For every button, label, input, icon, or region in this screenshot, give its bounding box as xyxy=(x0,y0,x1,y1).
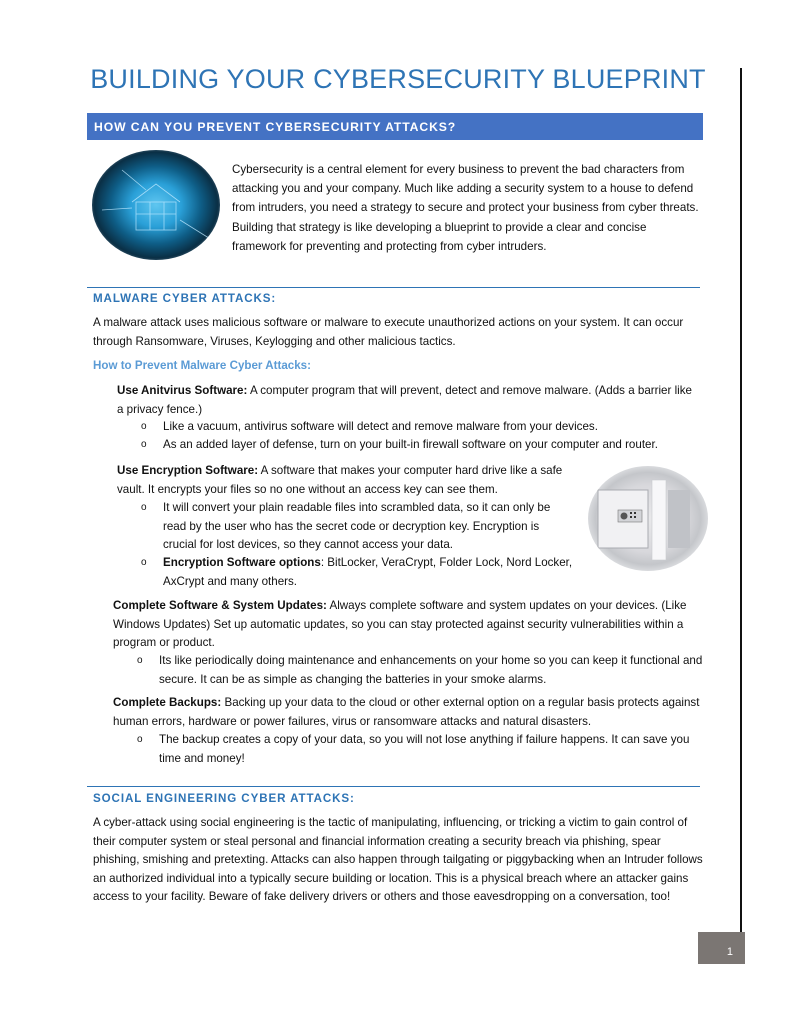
bullet-icon: o xyxy=(141,439,147,450)
updates-text: Always complete software and system updates on your devices. (Like Windows Updates) Set up automatic updates, so you can stay protected against security vulnerabilities within a program or product. xyxy=(113,599,687,649)
encryption-item xyxy=(117,462,577,499)
section-divider xyxy=(87,786,700,787)
safe-icon xyxy=(588,466,708,571)
section-divider xyxy=(87,287,700,288)
page-number: 1 xyxy=(698,932,745,964)
encryption-label: Use Encryption Software: xyxy=(117,464,259,477)
social-engineering-description: A cyber-attack using social engineering is the tactic of manipulating, influencing, or tricking a victim to gain control of their computer system or steal personal and financial information creating a security breach via phishing, spear phishing, smishing and pretexting. Attacks can also happen through tailgating or piggybacking when an Intruder follows an authorized individual into a typically secure building or location. This is a physical breach where an attacker gains access to your facility. Beware of fake delivery drivers or others and those eavesdropping on a conversation, too! xyxy=(93,816,703,903)
updates-item xyxy=(113,597,703,653)
document-title: BUILDING YOUR CYBERSECURITY BLUEPRINT xyxy=(90,64,706,94)
list-item: o The backup creates a copy of your data, so you will not lose anything if failure happens. It can save you time and money! xyxy=(137,733,690,765)
list-item: o Encryption Software options: BitLocker, VeraCrypt, Folder Lock, Nord Locker, AxCrypt and many others. xyxy=(141,556,573,588)
list-item: o Its like periodically doing maintenance and enhancements on your home so you can keep it functional and secure. It can be as simple as changing the batteries in your smoke alarms. xyxy=(137,654,703,686)
section-banner: HOW CAN YOU PREVENT CYBERSECURITY ATTACKS? xyxy=(87,113,703,140)
encryption-options-label: Encryption Software options xyxy=(163,556,321,569)
page-margin-line xyxy=(740,68,742,932)
malware-description: A malware attack uses malicious software or malware to execute unauthorized actions on your system. It can occur through Ransomware, Viruses, Keylogging and other malicious tactics. xyxy=(93,316,684,348)
blueprint-house-icon xyxy=(92,150,220,260)
antivirus-label: Use Anitvirus Software: xyxy=(117,384,248,397)
cyber-eye-image xyxy=(92,150,220,260)
antivirus-text: A computer program that will prevent, detect and remove malware. (Adds a barrier like a privacy fence.) xyxy=(117,384,692,416)
malware-heading: MALWARE CYBER ATTACKS: xyxy=(93,292,277,305)
backups-item xyxy=(113,694,703,731)
backups-text: Backing up your data to the cloud or other external option on a regular basis protects against human errors, hardware or power failures, virus or ransomware attacks and natural disasters. xyxy=(113,696,700,728)
antivirus-item xyxy=(117,382,697,419)
list-item: o It will convert your plain readable files into scrambled data, so it can only be read by the user who has the secret code or decryption key. Encryption is crucial for lost devices, so they cannot access your data. xyxy=(141,501,551,551)
bullet-icon: o xyxy=(137,734,143,745)
malware-prevention-subheading: How to Prevent Malware Cyber Attacks: xyxy=(93,359,311,372)
encryption-text: A software that makes your computer hard drive like a safe vault. It encrypts your files so no one without an access key can see them. xyxy=(117,464,563,496)
list-item: o As an added layer of defense, turn on your built-in firewall software on your computer and router. xyxy=(163,436,703,455)
bullet-icon: o xyxy=(141,421,147,432)
backups-label: Complete Backups: xyxy=(113,696,222,709)
bullet-icon: o xyxy=(137,655,143,666)
updates-label: Complete Software & System Updates: xyxy=(113,599,327,612)
bullet-icon: o xyxy=(141,502,147,513)
list-item: o Like a vacuum, antivirus software will detect and remove malware from your devices. xyxy=(163,418,703,437)
wall-safe-image xyxy=(588,466,708,571)
intro-paragraph: Cybersecurity is a central element for every business to prevent the bad characters from attacking you and your company. Much like adding a security system to a house to defend from intruders, you need a strategy to secure and protect your business from cyber threats. Building that strategy is like developing a blueprint to provide a clear and concise framework for preventing and protecting from cyber intruders. xyxy=(232,163,699,253)
social-engineering-heading: SOCIAL ENGINEERING CYBER ATTACKS: xyxy=(93,792,355,805)
bullet-icon: o xyxy=(141,557,147,568)
